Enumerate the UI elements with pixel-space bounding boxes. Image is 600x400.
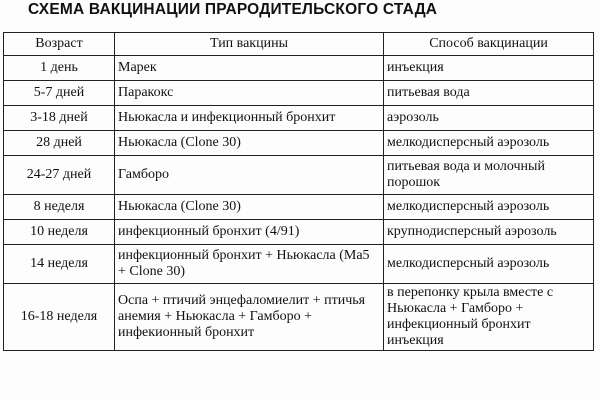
- age-cell: 28 дней: [4, 131, 115, 156]
- vaccine-cell: Ньюкасла и инфекционный бронхит: [115, 106, 384, 131]
- vaccination-table: [3, 32, 594, 351]
- vaccine-cell: Ньюкасла (Clone 30): [115, 131, 384, 156]
- vaccine-cell: Паракокс: [115, 81, 384, 106]
- method-cell: аэрозоль: [384, 106, 594, 131]
- header-method: Способ вакцинации: [384, 33, 594, 56]
- vaccine-cell: инфекционный бронхит (4/91): [115, 220, 384, 245]
- header-vaccine-type: Тип вакцины: [115, 33, 384, 56]
- method-cell: крупнодисперсный аэрозоль: [384, 220, 594, 245]
- vaccine-cell: Гамборо: [115, 156, 384, 195]
- age-cell: 5-7 дней: [4, 81, 115, 106]
- table-row: [4, 131, 594, 156]
- method-cell: питьевая вода и молочный порошок: [384, 156, 594, 195]
- vaccine-cell: Оспа + птичий энцефаломиелит + птичья анемия + Ньюкасла + Гамборо + инфекионный бронхит: [115, 284, 384, 351]
- vaccine-cell: Ньюкасла (Clone 30): [115, 195, 384, 220]
- vaccine-cell: инфекционный бронхит + Ньюкасла (Ma5 + Clone 30): [115, 245, 384, 284]
- method-cell: инъекция: [384, 56, 594, 81]
- method-cell: в перепонку крыла вместе с Ньюкасла + Гамборо + инфекционный бронхит инъекция: [384, 284, 594, 351]
- table-row: [4, 106, 594, 131]
- age-cell: 10 неделя: [4, 220, 115, 245]
- method-cell: мелкодисперсный аэрозоль: [384, 245, 594, 284]
- document-title: СХЕМА ВАКЦИНАЦИИ ПРАРОДИТЕЛЬСКОГО СТАДА: [28, 1, 438, 18]
- table-header-row: [4, 33, 594, 56]
- table-row: [4, 284, 594, 351]
- method-cell: мелкодисперсный аэрозоль: [384, 195, 594, 220]
- table-row: [4, 195, 594, 220]
- method-cell: мелкодисперсный аэрозоль: [384, 131, 594, 156]
- method-cell: питьевая вода: [384, 81, 594, 106]
- table-row: [4, 81, 594, 106]
- header-age: Возраст: [4, 33, 115, 56]
- table-row: [4, 245, 594, 284]
- age-cell: 3-18 дней: [4, 106, 115, 131]
- vaccine-cell: Марек: [115, 56, 384, 81]
- age-cell: 16-18 неделя: [4, 284, 115, 351]
- age-cell: 14 неделя: [4, 245, 115, 284]
- age-cell: 24-27 дней: [4, 156, 115, 195]
- age-cell: 8 неделя: [4, 195, 115, 220]
- table-row: [4, 56, 594, 81]
- age-cell: 1 день: [4, 56, 115, 81]
- table-row: [4, 156, 594, 195]
- table-row: [4, 220, 594, 245]
